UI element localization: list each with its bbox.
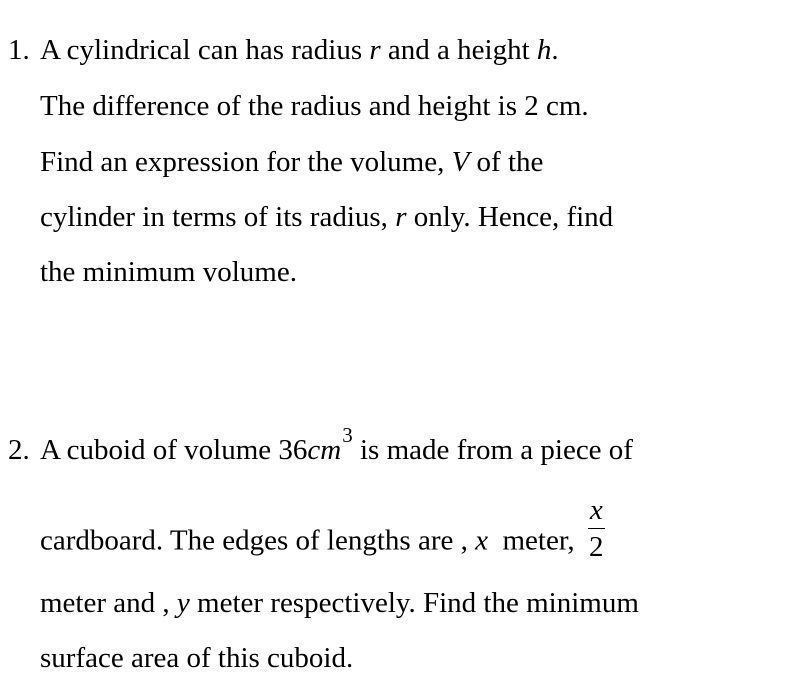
fraction-x-over-2 (588, 496, 605, 562)
question-1-line-2: The difference of the radius and height is 2 cm. (40, 90, 589, 122)
fraction-denominator: 2 (589, 531, 604, 563)
question-1-line-3: Find an expression for the volume, V of the (40, 146, 544, 178)
question-1-number: 1. (8, 34, 30, 66)
question-2-line-2: cardboard. The edges of lengths are , x meter, $\frac{x}{2}$ (40, 494, 604, 563)
question-2-line-3: meter and , y meter respectively. Find the minimum (40, 587, 639, 619)
question-1-line-1: A cylindrical can has radius r and a height h. (40, 34, 559, 66)
exponent: 3 (342, 423, 353, 448)
question-2-number: 2. (8, 434, 30, 466)
question-1-line-5: the minimum volume. (40, 256, 297, 288)
fraction-numerator: x (588, 496, 605, 529)
question-2-line-1: A cuboid of volume $36cm^3$ is made from a piece of (40, 423, 633, 466)
question-1-line-4: cylinder in terms of its radius, r only. Hence, find (40, 201, 614, 233)
question-2-line-4: surface area of this cuboid. (40, 642, 354, 674)
